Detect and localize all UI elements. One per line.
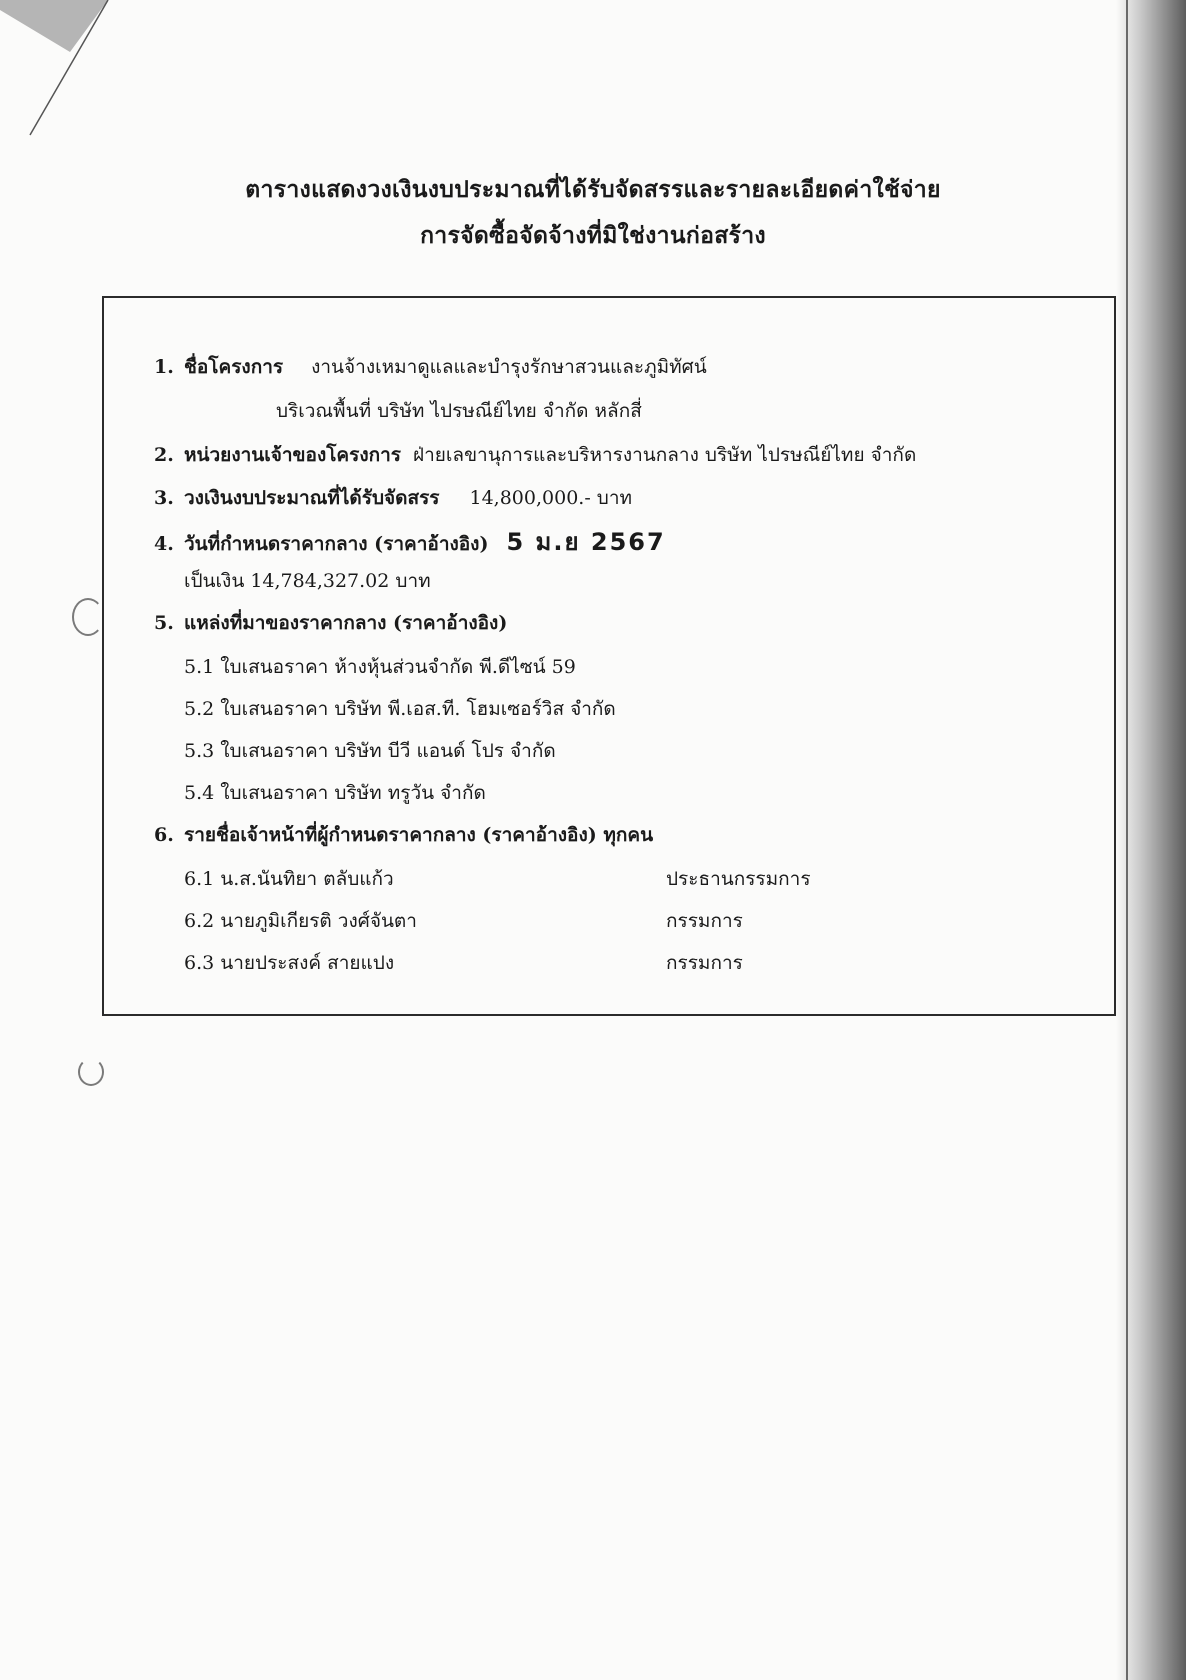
document-title-line-1: ตารางแสดงวงเงินงบประมาณที่ได้รับจัดสรรและรายละเอียดค่าใช้จ่าย: [245, 176, 941, 203]
item-5-number: 5.: [154, 612, 174, 634]
item-4-handwritten-date: 5 ม.ย 2567: [506, 528, 666, 556]
item-3-row: [154, 483, 632, 513]
item-5-row: [154, 608, 507, 638]
item-2-row: [154, 440, 916, 470]
committee-member-name: 6.2 นายภูมิเกียรติ วงศ์จันตา: [184, 910, 417, 932]
punch-hole-mark: [78, 1058, 104, 1086]
committee-member-role: ประธานกรรมการ: [666, 868, 811, 890]
item-2-value: ฝ่ายเลขานุการและบริหารงานกลาง บริษัท ไปรษณีย์ไทย จำกัด: [413, 444, 917, 466]
item-6-label: รายชื่อเจ้าหน้าที่ผู้กำหนดราคากลาง (ราคาอ้างอิง) ทุกคน: [184, 824, 654, 846]
item-4-label: วันที่กำหนดราคากลาง (ราคาอ้างอิง): [184, 533, 489, 555]
committee-member-name: 6.1 น.ส.นันทิยา ตลับแก้ว: [184, 868, 394, 890]
item-4-number: 4.: [154, 533, 174, 555]
item-1-value-line-2: บริเวณพื้นที่ บริษัท ไปรษณีย์ไทย จำกัด หลักสี่: [276, 400, 642, 422]
document-title-line-2: การจัดซื้อจัดจ้างที่มิใช่งานก่อสร้าง: [420, 222, 766, 249]
item-5-source-2: 5.2 ใบเสนอราคา บริษัท พี.เอส.ที. โฮมเซอร์วิส จำกัด: [184, 698, 616, 720]
item-1-label: ชื่อโครงการ: [184, 356, 284, 378]
committee-member-role: กรรมการ: [666, 910, 743, 932]
item-1-row: [154, 352, 707, 382]
item-5-label: แหล่งที่มาของราคากลาง (ราคาอ้างอิง): [184, 612, 508, 634]
item-3-value: 14,800,000.- บาท: [469, 487, 633, 509]
item-6-number: 6.: [154, 824, 174, 846]
item-5-source-4: 5.4 ใบเสนอราคา บริษัท ทรูวัน จำกัด: [184, 782, 486, 804]
item-1-value-line-1: งานจ้างเหมาดูแลและบำรุงรักษาสวนและภูมิทัศน์: [311, 356, 707, 378]
details-box: [102, 296, 1116, 1016]
committee-member-name: 6.3 นายประสงค์ สายแปง: [184, 952, 395, 974]
item-5-source-3: 5.3 ใบเสนอราคา บริษัท บีวี แอนด์ โปร จำกัด: [184, 740, 556, 762]
item-2-label: หน่วยงานเจ้าของโครงการ: [184, 444, 401, 466]
folded-corner-mark: [0, 0, 120, 140]
item-4-row: [154, 522, 666, 561]
item-1-number: 1.: [154, 356, 174, 378]
punch-hole-mark: [72, 598, 104, 636]
item-5-source-1: 5.1 ใบเสนอราคา ห้างหุ้นส่วนจำกัด พี.ดีไซน์ 59: [184, 656, 576, 678]
item-2-number: 2.: [154, 444, 174, 466]
committee-member-role: กรรมการ: [666, 952, 743, 974]
item-3-label: วงเงินงบประมาณที่ได้รับจัดสรร: [184, 487, 440, 509]
item-3-number: 3.: [154, 487, 174, 509]
item-4-amount: เป็นเงิน 14,784,327.02 บาท: [184, 570, 431, 592]
item-6-row: [154, 820, 653, 850]
